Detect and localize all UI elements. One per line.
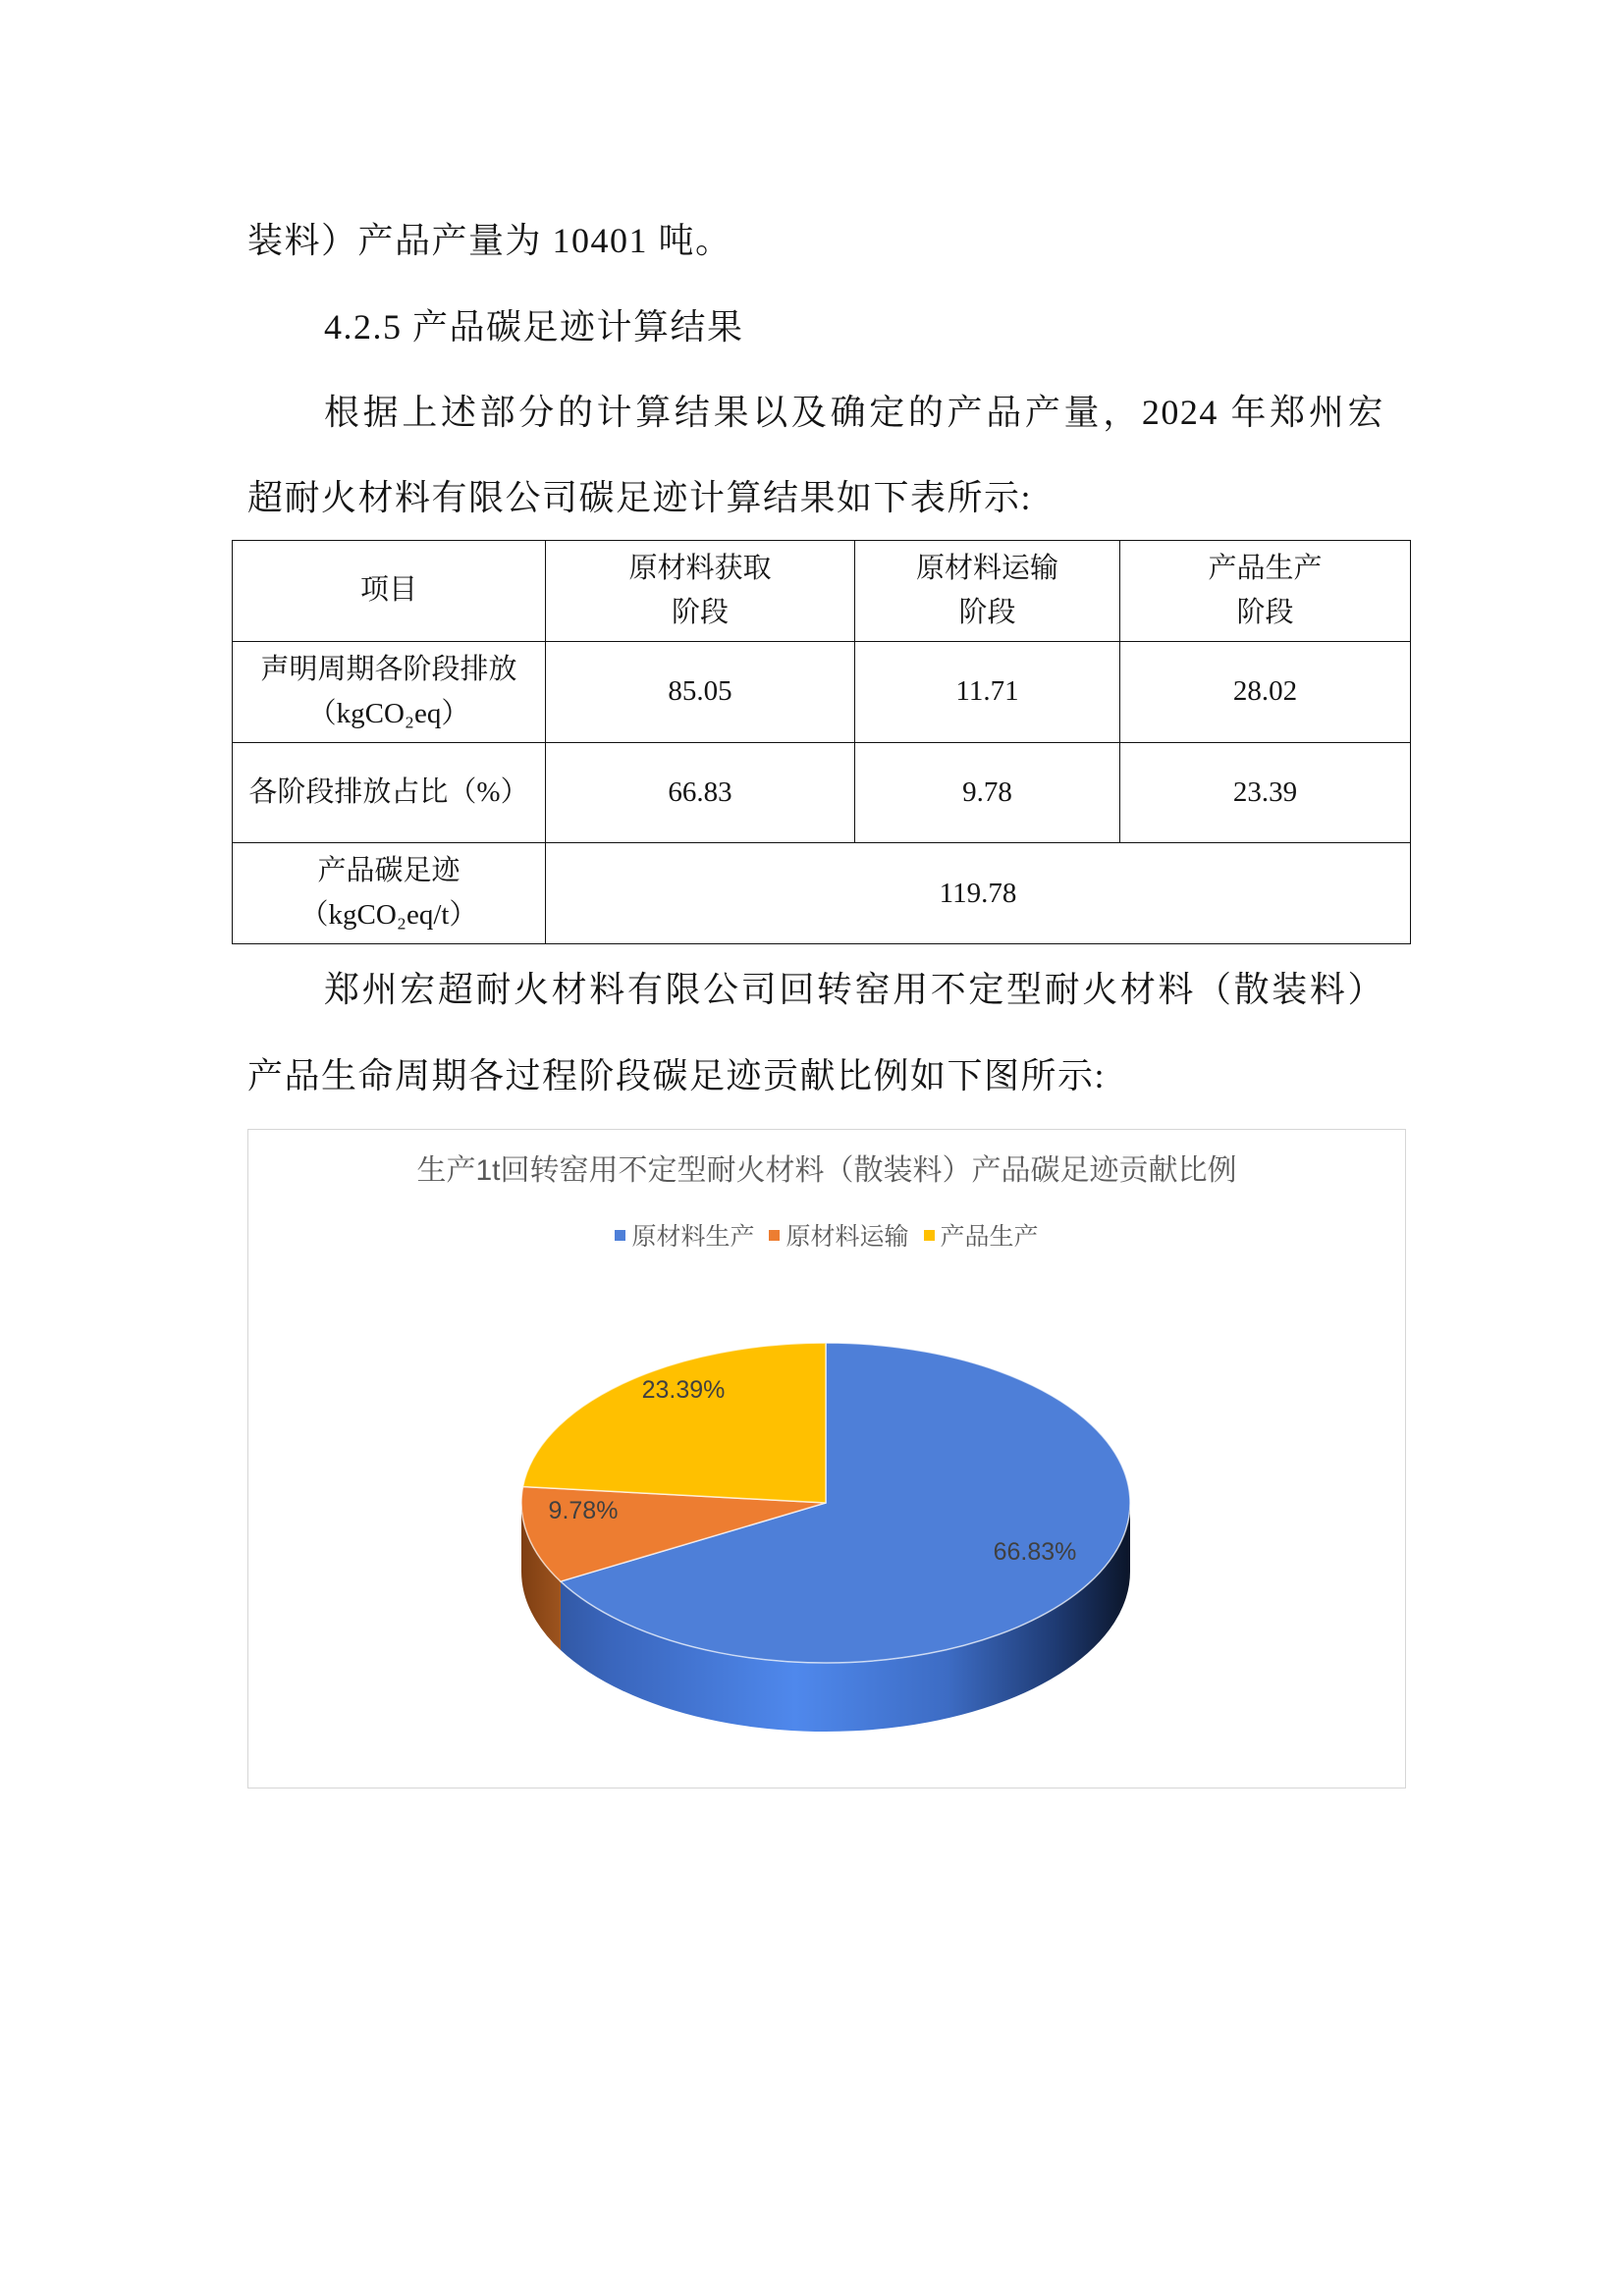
legend-item (615, 1217, 754, 1253)
header-cell-item (233, 541, 546, 642)
table-cell: 9.78 (855, 742, 1120, 843)
table-row (233, 742, 1411, 843)
table-cell: 28.02 (1120, 641, 1411, 742)
chart-legend (248, 1217, 1405, 1253)
legend-label: 原材料生产 (631, 1223, 755, 1251)
row-label-cell (233, 742, 546, 843)
paragraph-text: 郑州宏超耐火材料有限公司回转窑用不定型耐火材料（散装料） (324, 970, 1384, 1009)
header-cell-raw-material-transport (855, 541, 1120, 642)
row-label-cell (233, 843, 546, 944)
legend-item (769, 1217, 908, 1253)
legend-label: 原材料运输 (785, 1223, 909, 1251)
row-label-unit: （kgCO₂eq） (307, 697, 470, 729)
header-label: 原材料运输 (915, 552, 1058, 584)
header-label: 项目 (359, 574, 417, 607)
paragraph-text: 超耐火材料有限公司碳足迹计算结果如下表所示: (247, 478, 1033, 517)
pie-chart-figure (247, 1129, 1406, 1789)
chart-title: 生产1t回转窑用不定型耐火材料（散装料）产品碳足迹贡献比例 (416, 1154, 1237, 1187)
header-label: 产品生产 (1208, 552, 1323, 584)
header-label: 阶段 (958, 596, 1016, 628)
pie-slice-2 (523, 1343, 826, 1503)
row-label: 产品碳足迹 (317, 855, 460, 887)
legend-swatch (924, 1230, 935, 1241)
legend-swatch (615, 1230, 625, 1241)
table-cell: 66.83 (546, 742, 855, 843)
legend-swatch (769, 1230, 780, 1241)
total-footprint-cell: 119.78 (546, 843, 1411, 944)
header-label: 原材料获取 (628, 552, 772, 584)
row-label-unit: （kgCO₂eq/t） (299, 899, 478, 932)
table-cell: 85.05 (546, 641, 855, 742)
carbon-footprint-table (232, 540, 1411, 944)
table-cell: 23.39 (1120, 742, 1411, 843)
header-cell-raw-material-acquisition (546, 541, 855, 642)
table-header-row (233, 541, 1411, 642)
paragraph-text: 产品生命周期各过程阶段碳足迹贡献比例如下图所示: (247, 1056, 1107, 1095)
legend-item (924, 1217, 1039, 1253)
table-cell: 11.71 (855, 641, 1120, 742)
header-label: 阶段 (1236, 596, 1294, 628)
data-label-production: 23.39% (641, 1376, 726, 1404)
table-row (233, 641, 1411, 742)
table-row (233, 843, 1411, 944)
row-label: 各阶段排放占比（%） (248, 775, 529, 808)
section-heading: 4.2.5 产品碳足迹计算结果 (324, 307, 744, 347)
paragraph-text: 根据上述部分的计算结果以及确定的产品产量，2024 年郑州宏 (324, 393, 1384, 432)
header-cell-production (1120, 541, 1411, 642)
data-label-raw-material-production: 66.83% (993, 1538, 1077, 1566)
row-label: 声明周期各阶段排放 (260, 653, 517, 685)
header-label: 阶段 (671, 596, 729, 628)
legend-label: 产品生产 (940, 1223, 1039, 1251)
paragraph-text: 装料）产品产量为 10401 吨。 (247, 221, 732, 260)
row-label-cell (233, 641, 546, 742)
data-label-raw-material-transport: 9.78% (548, 1497, 619, 1524)
